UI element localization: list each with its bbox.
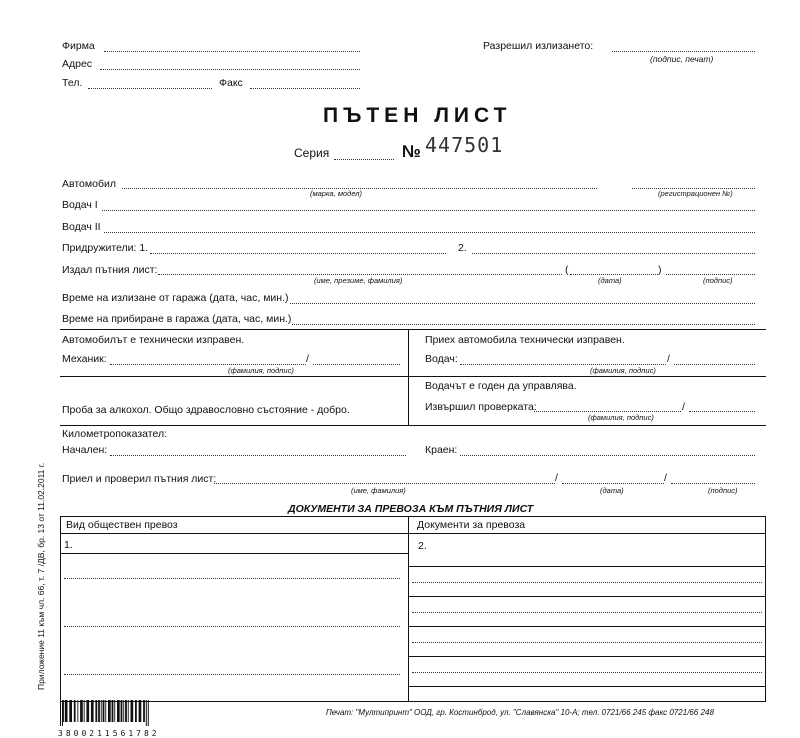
- issued-date-field[interactable]: [570, 274, 658, 275]
- departure-field[interactable]: [290, 303, 755, 304]
- side-legal-text: Приложение 11 към чл. 66, т. 7 /ДВ, бр. 13 от 11.02.2011 г.: [36, 462, 46, 690]
- docs-col2-row-line: [408, 596, 766, 597]
- fax-label: Факс: [219, 77, 243, 89]
- phone-field[interactable]: [88, 88, 212, 89]
- barcode-bar: [65, 700, 68, 722]
- odometer-end-field[interactable]: [460, 455, 755, 456]
- departure-label: Време на излизане от гаража (дата, час, мин.): [62, 292, 289, 304]
- docs-col2-row-line: [408, 566, 766, 567]
- barcode-bar: [69, 700, 72, 722]
- mechanic-sign-field[interactable]: [313, 364, 400, 365]
- mechanic-caption: (фамилия, подпис): [228, 366, 294, 375]
- barcode-bar: [105, 700, 106, 722]
- escorts-label: Придружители: 1.: [62, 242, 149, 254]
- barcode-bar: [98, 700, 100, 722]
- docs-col2-row-line: [408, 626, 766, 627]
- mechanic-name-field[interactable]: [110, 364, 306, 365]
- barcode-bar: [80, 700, 83, 722]
- docs-header-line: [60, 533, 766, 534]
- issued-name-field[interactable]: [158, 274, 562, 275]
- series-label: Серия: [294, 146, 330, 160]
- barcode-bar: [63, 700, 64, 722]
- barcode-bar: [84, 700, 85, 722]
- received-ok-text: Приех автомобила технически изправен.: [425, 334, 625, 346]
- exit-permit-label: Разрешил излизането:: [483, 40, 594, 52]
- return-label: Време на прибиране в гаража (дата, час, мин.): [62, 313, 292, 325]
- barcode-bar: [123, 700, 124, 722]
- exit-permit-field[interactable]: [612, 51, 755, 52]
- car-reg-caption: (регистрационен №): [658, 189, 733, 198]
- document-title: ПЪТЕН ЛИСТ: [323, 104, 512, 127]
- fax-field[interactable]: [250, 88, 360, 89]
- received-name-field[interactable]: [214, 483, 555, 484]
- mechanic-label: Механик:: [62, 353, 107, 365]
- barcode-bars: [58, 700, 188, 726]
- address-field[interactable]: [100, 69, 360, 70]
- barcode-bar: [139, 700, 142, 722]
- escort1-field[interactable]: [150, 253, 446, 254]
- issued-close-paren: ): [658, 264, 662, 276]
- docs-col2-dotted[interactable]: [412, 582, 762, 583]
- barcode-bar: [112, 700, 114, 722]
- barcode-digits: 3800211561782: [58, 729, 160, 738]
- issued-sign-field[interactable]: [666, 274, 755, 275]
- docs-col2-row-line: [408, 686, 766, 687]
- car-model-caption: (марка, модел): [310, 189, 362, 198]
- escort2-label: 2.: [458, 242, 467, 254]
- odometer-start-label: Начален:: [62, 444, 108, 456]
- escort2-field[interactable]: [472, 253, 755, 254]
- driver2-label: Водач II: [62, 221, 101, 233]
- received-date-field[interactable]: [562, 483, 664, 484]
- received-sign-field[interactable]: [671, 483, 755, 484]
- received-date-caption: (дата): [600, 486, 624, 495]
- docs-col2-dotted[interactable]: [412, 672, 762, 673]
- barcode-bar: [62, 700, 63, 726]
- firm-label: Фирма: [62, 40, 95, 52]
- grid-bottom-line: [60, 425, 766, 426]
- inspector-label: Извършил проверката:: [425, 401, 537, 413]
- barcode-bar: [143, 700, 145, 722]
- barcode-bar: [74, 700, 76, 722]
- return-field[interactable]: [292, 324, 755, 325]
- barcode-bar: [95, 700, 97, 722]
- print-info: Печат: "Мултипринт" ООД, гр. Костинброд, ул. "Славянска" 10-А; тел. 0721/66 245 факс 0721/66 248: [326, 708, 714, 717]
- received-slash2: /: [664, 472, 667, 484]
- grid-mid-line: [60, 376, 766, 377]
- docs-table-divider: [408, 516, 409, 702]
- odometer-label: Километропоказател:: [62, 428, 167, 440]
- received-label: Приел и проверил пътния лист:: [62, 473, 217, 485]
- docs-col1-line[interactable]: [64, 578, 400, 579]
- barcode-bar: [148, 700, 149, 726]
- docs-col1-sep: [60, 553, 408, 554]
- barcode-bar: [135, 700, 137, 722]
- barcode-bar: [114, 700, 115, 722]
- serial-number: 447501: [425, 133, 504, 157]
- barcode-bar: [128, 700, 129, 722]
- driver1-label: Водач I: [62, 199, 98, 211]
- driver-label: Водач:: [425, 353, 458, 365]
- barcode-bar: [131, 700, 134, 722]
- barcode-bar: [77, 700, 78, 722]
- issued-sign-caption: (подпис): [703, 276, 733, 285]
- car-ok-text: Автомобилът е технически изправен.: [62, 334, 245, 346]
- barcode-bar: [108, 700, 111, 722]
- barcode-bar: [91, 700, 94, 722]
- driver-fit-text: Водачът е годен да управлява.: [425, 380, 577, 392]
- docs-col1-line[interactable]: [64, 674, 400, 675]
- barcode-bar: [121, 700, 123, 722]
- exit-permit-caption: (подпис, печат): [650, 54, 714, 64]
- issued-label: Издал пътния лист:: [62, 264, 158, 276]
- docs-col2-row-line: [408, 656, 766, 657]
- driver-sign-field[interactable]: [674, 364, 755, 365]
- inspector-sign-field[interactable]: [689, 411, 755, 412]
- barcode-bar: [125, 700, 127, 722]
- docs-col2-header: Документи за превоза: [417, 519, 526, 531]
- firm-field[interactable]: [104, 51, 360, 52]
- odometer-end-label: Краен:: [425, 444, 458, 456]
- barcode-bar: [117, 700, 120, 722]
- mechanic-slash: /: [306, 353, 309, 365]
- docs-col1-line[interactable]: [64, 626, 400, 627]
- number-label: №: [402, 142, 421, 161]
- driver2-field[interactable]: [104, 232, 755, 233]
- car-label: Автомобил: [62, 178, 116, 190]
- inspector-slash: /: [682, 401, 685, 413]
- grid-divider: [408, 329, 409, 425]
- inspector-name-field[interactable]: [534, 411, 681, 412]
- issued-name-caption: (име, презиме, фамилия): [314, 276, 403, 285]
- issued-open-paren: (: [565, 264, 569, 276]
- driver1-field[interactable]: [102, 210, 755, 211]
- docs-title: ДОКУМЕНТИ ЗА ПРЕВОЗА КЪМ ПЪТНИЯ ЛИСТ: [288, 503, 534, 515]
- barcode-bar: [101, 700, 102, 722]
- barcode: [58, 700, 188, 738]
- received-slash1: /: [555, 472, 558, 484]
- alcohol-text: Проба за алкохол. Общо здравословно състояние - добро.: [62, 404, 350, 416]
- inspector-caption: (фамилия, подпис): [588, 413, 654, 422]
- barcode-bar: [86, 700, 89, 722]
- grid-top-line: [60, 329, 766, 330]
- docs-row1-col1: 1.: [64, 539, 73, 551]
- received-sign-caption: (подпис): [708, 486, 738, 495]
- phone-label: Тел.: [62, 77, 83, 89]
- issued-date-caption: (дата): [598, 276, 622, 285]
- driver-slash: /: [667, 353, 670, 365]
- driver-name-field[interactable]: [460, 364, 666, 365]
- docs-col2-dotted[interactable]: [412, 612, 762, 613]
- docs-col1-header: Вид обществен превоз: [66, 519, 178, 531]
- driver-caption: (фамилия, подпис): [590, 366, 656, 375]
- barcode-bar: [103, 700, 105, 722]
- docs-col2-dotted[interactable]: [412, 642, 762, 643]
- barcode-bar: [146, 700, 147, 726]
- docs-row1-col2: 2.: [418, 540, 427, 552]
- received-name-caption: (име, фамилия): [351, 486, 406, 495]
- address-label: Адрес: [62, 58, 93, 70]
- odometer-start-field[interactable]: [110, 455, 406, 456]
- series-field[interactable]: [334, 159, 394, 160]
- barcode-bar: [60, 700, 61, 726]
